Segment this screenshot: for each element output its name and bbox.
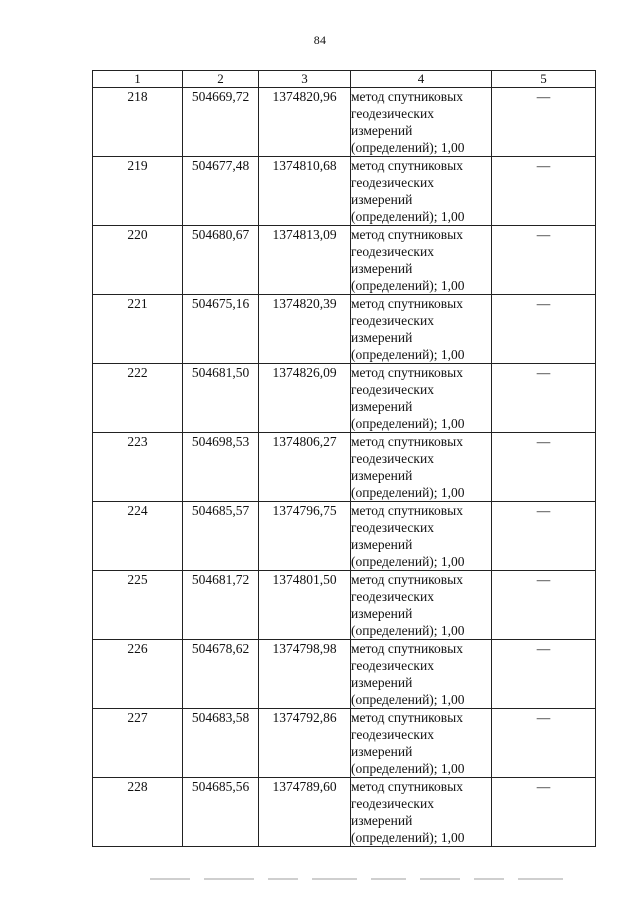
table-row [93, 226, 596, 295]
method-text-line: (определений); 1,00 [351, 278, 465, 293]
method-text-line: измерений [351, 813, 413, 828]
note-dash: — [536, 365, 551, 380]
method-text-line: метод спутниковых [351, 227, 463, 242]
method-text-line: (определений); 1,00 [351, 209, 465, 224]
note-cell [492, 433, 596, 502]
header-col-2: 2 [183, 71, 259, 88]
note-dash: — [536, 710, 551, 725]
note-dash: — [536, 434, 551, 449]
x-coordinate-cell: 504698,53 [183, 433, 259, 502]
method-cell [351, 709, 492, 778]
point-number-cell: 226 [93, 640, 183, 709]
header-col-5: 5 [492, 71, 596, 88]
note-dash: — [536, 89, 551, 104]
method-text-line: (определений); 1,00 [351, 416, 465, 431]
table-body [93, 88, 596, 847]
coordinates-table [92, 70, 596, 847]
method-text-line: геодезических [351, 727, 434, 742]
method-text-line: геодезических [351, 244, 434, 259]
x-coordinate-cell: 504678,62 [183, 640, 259, 709]
method-text-line: метод спутниковых [351, 296, 463, 311]
note-cell [492, 226, 596, 295]
method-text-line: метод спутниковых [351, 572, 463, 587]
point-number-cell: 218 [93, 88, 183, 157]
method-text-line: (определений); 1,00 [351, 761, 465, 776]
note-dash: — [536, 158, 551, 173]
y-coordinate-cell: 1374792,86 [259, 709, 351, 778]
table-row [93, 88, 596, 157]
y-coordinate-cell: 1374810,68 [259, 157, 351, 226]
note-cell [492, 778, 596, 847]
method-text-line: (определений); 1,00 [351, 140, 465, 155]
note-cell [492, 157, 596, 226]
y-coordinate-cell: 1374806,27 [259, 433, 351, 502]
method-text-line: измерений [351, 468, 413, 483]
note-cell [492, 502, 596, 571]
method-text-line: метод спутниковых [351, 710, 463, 725]
note-cell [492, 571, 596, 640]
x-coordinate-cell: 504669,72 [183, 88, 259, 157]
y-coordinate-cell: 1374798,98 [259, 640, 351, 709]
header-col-1: 1 [93, 71, 183, 88]
note-cell [492, 295, 596, 364]
method-text-line: геодезических [351, 175, 434, 190]
method-text-line: измерений [351, 537, 413, 552]
header-col-3: 3 [259, 71, 351, 88]
point-number-cell: 222 [93, 364, 183, 433]
method-text-line: (определений); 1,00 [351, 554, 465, 569]
point-number-cell: 221 [93, 295, 183, 364]
note-dash: — [536, 572, 551, 587]
method-cell [351, 157, 492, 226]
header-row [93, 71, 596, 88]
table-row [93, 640, 596, 709]
method-cell [351, 295, 492, 364]
note-dash: — [536, 227, 551, 242]
method-text-line: (определений); 1,00 [351, 623, 465, 638]
method-text-line: метод спутниковых [351, 158, 463, 173]
x-coordinate-cell: 504683,58 [183, 709, 259, 778]
note-cell [492, 88, 596, 157]
table-row [93, 295, 596, 364]
method-text-line: измерений [351, 675, 413, 690]
point-number-cell: 219 [93, 157, 183, 226]
table-row [93, 709, 596, 778]
method-text-line: (определений); 1,00 [351, 692, 465, 707]
method-text-line: измерений [351, 606, 413, 621]
y-coordinate-cell: 1374826,09 [259, 364, 351, 433]
method-text-line: измерений [351, 192, 413, 207]
method-text-line: геодезических [351, 382, 434, 397]
method-text-line: геодезических [351, 589, 434, 604]
x-coordinate-cell: 504675,16 [183, 295, 259, 364]
scan-artifact [150, 878, 620, 882]
y-coordinate-cell: 1374789,60 [259, 778, 351, 847]
table-row [93, 778, 596, 847]
method-text-line: геодезических [351, 451, 434, 466]
method-text-line: геодезических [351, 106, 434, 121]
method-text-line: геодезических [351, 520, 434, 535]
method-text-line: метод спутниковых [351, 503, 463, 518]
method-cell [351, 226, 492, 295]
method-text-line: метод спутниковых [351, 779, 463, 794]
x-coordinate-cell: 504680,67 [183, 226, 259, 295]
method-text-line: геодезических [351, 658, 434, 673]
method-cell [351, 640, 492, 709]
point-number-cell: 225 [93, 571, 183, 640]
x-coordinate-cell: 504677,48 [183, 157, 259, 226]
method-cell [351, 88, 492, 157]
method-text-line: метод спутниковых [351, 641, 463, 656]
method-cell [351, 433, 492, 502]
table-row [93, 433, 596, 502]
method-cell [351, 364, 492, 433]
point-number-cell: 224 [93, 502, 183, 571]
y-coordinate-cell: 1374820,39 [259, 295, 351, 364]
table-header [93, 71, 596, 88]
method-text-line: метод спутниковых [351, 434, 463, 449]
y-coordinate-cell: 1374813,09 [259, 226, 351, 295]
method-text-line: (определений); 1,00 [351, 347, 465, 362]
method-text-line: измерений [351, 330, 413, 345]
method-text-line: (определений); 1,00 [351, 830, 465, 845]
note-cell [492, 364, 596, 433]
method-cell [351, 778, 492, 847]
x-coordinate-cell: 504685,57 [183, 502, 259, 571]
note-cell [492, 640, 596, 709]
note-dash: — [536, 779, 551, 794]
table-row [93, 364, 596, 433]
x-coordinate-cell: 504681,72 [183, 571, 259, 640]
page-number: 84 [313, 33, 327, 47]
method-text-line: геодезических [351, 796, 434, 811]
point-number-cell: 223 [93, 433, 183, 502]
note-cell [492, 709, 596, 778]
method-text-line: (определений); 1,00 [351, 485, 465, 500]
method-cell [351, 571, 492, 640]
method-text-line: измерений [351, 744, 413, 759]
method-text-line: измерений [351, 399, 413, 414]
note-dash: — [536, 503, 551, 518]
x-coordinate-cell: 504681,50 [183, 364, 259, 433]
table-row [93, 157, 596, 226]
table-row [93, 571, 596, 640]
method-text-line: измерений [351, 261, 413, 276]
x-coordinate-cell: 504685,56 [183, 778, 259, 847]
method-text-line: метод спутниковых [351, 89, 463, 104]
method-cell [351, 502, 492, 571]
y-coordinate-cell: 1374801,50 [259, 571, 351, 640]
note-dash: — [536, 296, 551, 311]
header-col-4: 4 [351, 71, 492, 88]
method-text-line: метод спутниковых [351, 365, 463, 380]
note-dash: — [536, 641, 551, 656]
point-number-cell: 227 [93, 709, 183, 778]
method-text-line: геодезических [351, 313, 434, 328]
point-number-cell: 220 [93, 226, 183, 295]
table-row [93, 502, 596, 571]
y-coordinate-cell: 1374796,75 [259, 502, 351, 571]
point-number-cell: 228 [93, 778, 183, 847]
method-text-line: измерений [351, 123, 413, 138]
y-coordinate-cell: 1374820,96 [259, 88, 351, 157]
